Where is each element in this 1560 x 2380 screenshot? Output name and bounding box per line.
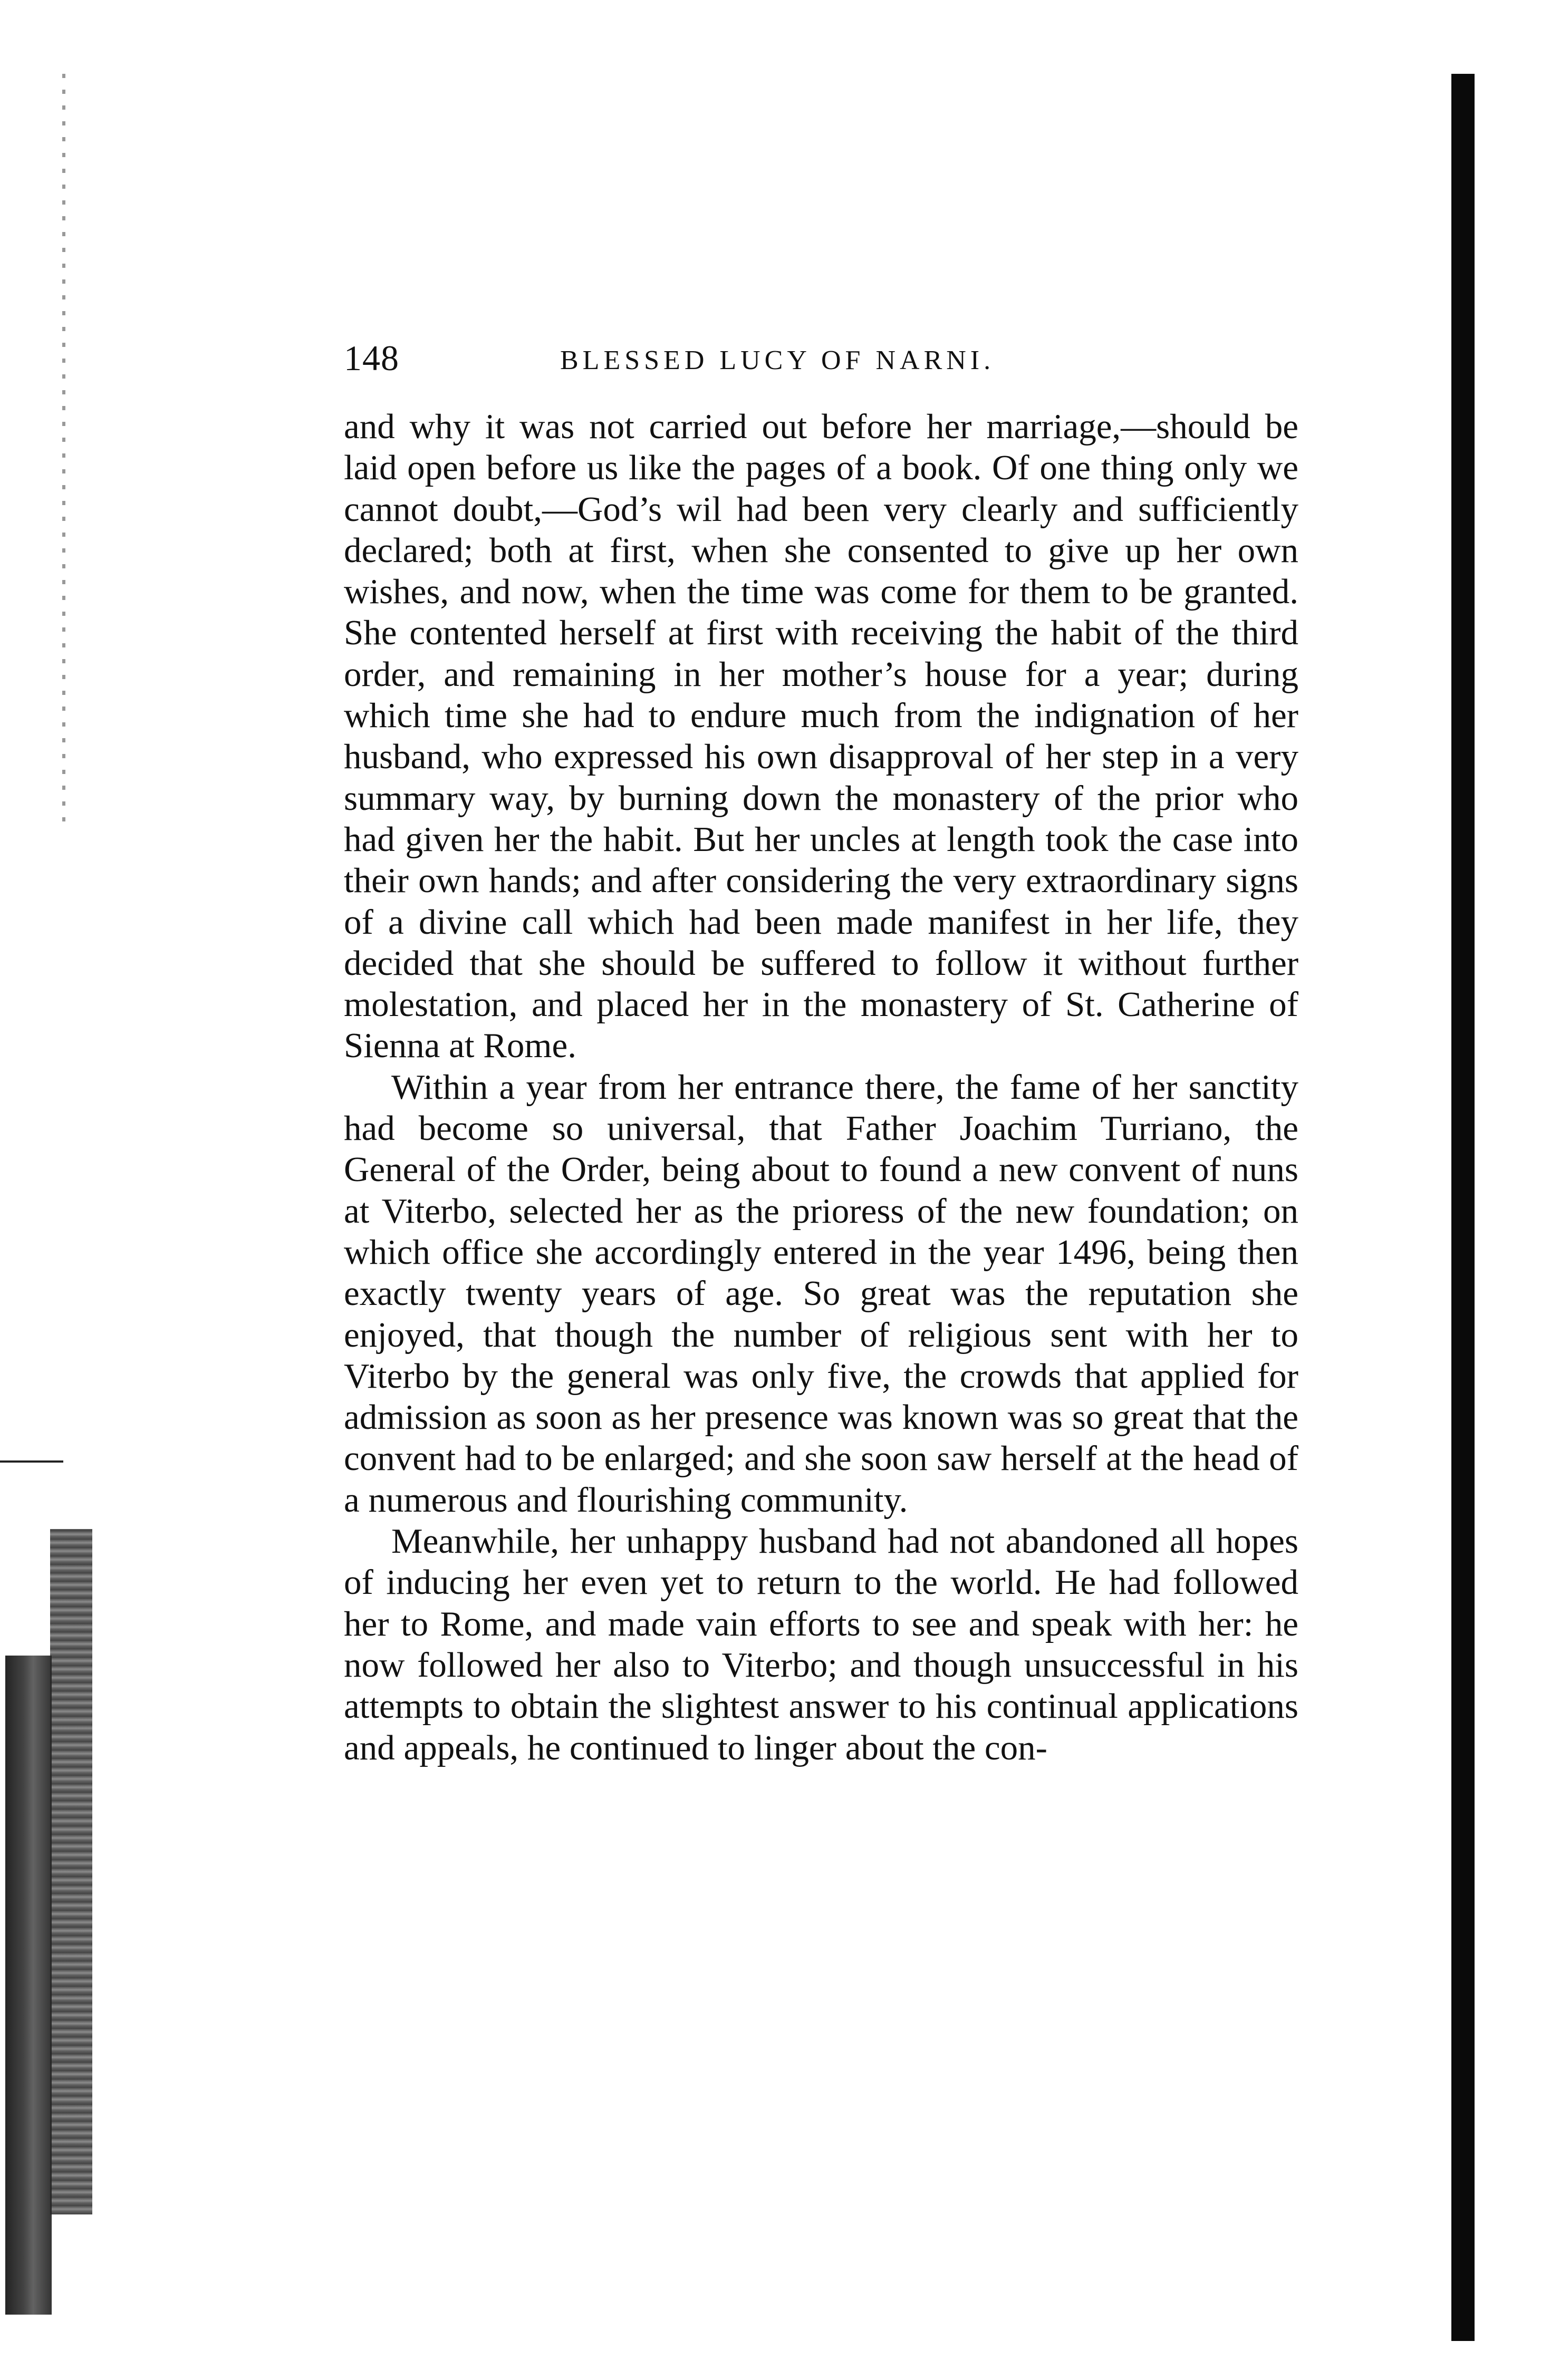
book-spine-shadow — [1451, 74, 1475, 2341]
scan-edge-shadow-inner — [50, 1529, 92, 2214]
scan-edge-rule — [0, 1460, 63, 1463]
scan-edge-dots — [62, 69, 65, 833]
running-title: BLESSED LUCY OF NARNI. — [560, 345, 995, 375]
body-text — [344, 406, 1298, 1768]
scan-edge-shadow — [5, 1656, 52, 2315]
page-header — [344, 337, 1399, 385]
paragraph-husband: Meanwhile, her unhappy husband had not abandoned all hopes of inducing her even yet to return to the world. He had followed her to Rome, and made vain efforts to see and speak with her: he now followed her also to Viterbo; and though unsuccessful in his attempts to obtain the slightest answer to his continual applications and appeals, he continued to linger about the con- — [344, 1522, 1298, 1767]
paragraph-continued: and why it was not carried out before her marriage,—should be laid open before us like the pages of a book. Of one thing only we cannot doubt,—God’s wil had been very clearly and sufficiently declared; both at first, when she consented to give up her own wishes, and now, when the time was come for them to be granted. She contented herself at first with receiving the habit of the third order, and remaining in her mother’s house for a year; during which time she had to endure much from the indignation of her husband, who expressed his own disapproval of her step in a very summary way, by burning down the monastery of the prior who had given her the habit. But her uncles at length took the case into their own hands; and after considering the very extraordinary signs of a divine call which had been made manifest in her life, they decided that she should be suffered to follow it without further molestation, and placed her in the monastery of St. Catherine of Sienna at Rome. — [344, 407, 1298, 1066]
page-number: 148 — [344, 338, 399, 378]
paragraph-viterbo: Within a year from her entrance there, the fame of her sanctity had become so universal, that Father Joachim Turriano, the General of the Order, being about to found a new convent of nuns at Viterbo, selected her as the prioress of the new foundation; on which office she accordingly entered in the year 1496, being then exactly twenty years of age. So great was the reputation she enjoyed, that though the number of religious sent with her to Viterbo by the general was only five, the crowds that applied for admission as soon as her presence was known was so great that the convent had to be enlarged; and she soon saw herself at the head of a numerous and flourishing community. — [344, 1067, 1298, 1520]
